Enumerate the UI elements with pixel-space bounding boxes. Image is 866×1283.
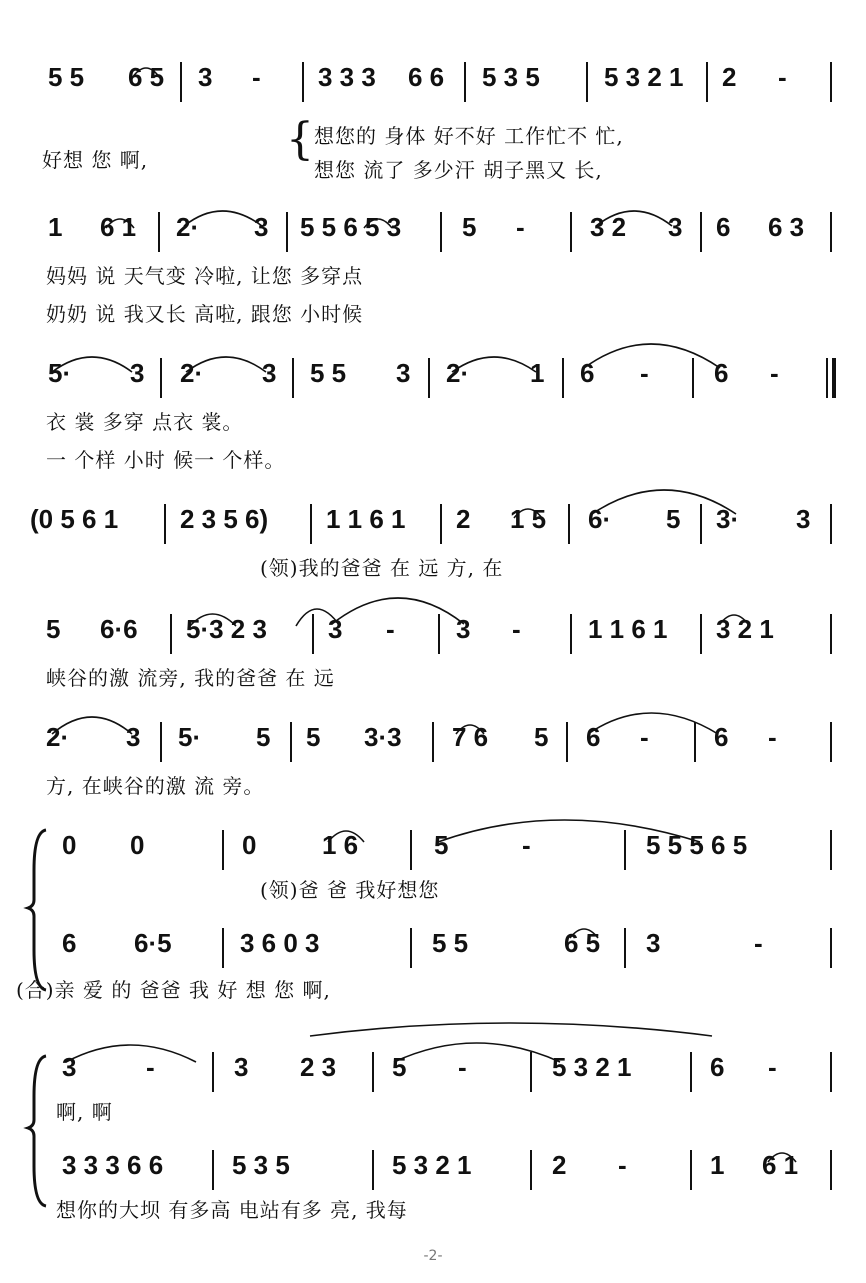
barline [700,504,702,544]
notes: 3 [262,358,277,388]
barline [830,830,832,870]
notes: 5 5 [48,62,85,92]
notes: 6 5 [128,62,165,92]
barline [212,1150,214,1190]
notes: 5· [178,722,202,752]
barline [830,1052,832,1092]
barline [312,614,314,654]
notes: 3 3 3 6 6 [62,1150,164,1180]
barline [158,212,160,252]
barline [830,1150,832,1190]
notes: 3 3 3 [318,62,376,92]
notes: 1 5 [510,504,547,534]
notes: 0 [62,830,77,860]
notes: 2· [176,212,200,242]
barline [562,358,564,398]
notes: 5· [48,358,72,388]
barline [692,358,694,398]
lyric-line: (领)爸 爸 我好想您 [260,878,440,902]
notes: 5 5 6 5 3 [300,212,402,242]
notes: 5 5 [310,358,347,388]
notes: - [768,722,777,752]
notes: 2 [552,1150,567,1180]
barline [410,830,412,870]
notes: 6 [580,358,595,388]
lyric-line: 峡谷的激 流旁, 我的爸爸 在 远 [46,666,335,690]
notation-row [0,62,866,102]
notes: 5 3 2 1 [552,1052,632,1082]
lyric-line: 想你的大坝 有多高 电站有多 亮, 我每 [56,1198,408,1222]
notes: 1 1 6 1 [588,614,668,644]
barline [292,358,294,398]
notes: 5 [46,614,61,644]
barline [222,830,224,870]
barline [438,614,440,654]
notes: 0 [130,830,145,860]
barline [694,722,696,762]
notes: 3 [328,614,343,644]
barline [706,62,708,102]
barline [690,1052,692,1092]
barline [464,62,466,102]
notes: 5 [534,722,549,752]
notes: 5 [256,722,271,752]
notation-row [0,358,866,398]
notation-row [0,722,866,762]
barline [160,358,162,398]
notation-row [0,1150,866,1190]
notes: 1 [710,1150,725,1180]
notes: - [640,358,649,388]
barline [624,830,626,870]
repeat-barline [832,358,836,398]
notes: 3 [234,1052,249,1082]
notes: 2 [456,504,471,534]
notes: - [640,722,649,752]
barline [570,212,572,252]
notes: 2 [722,62,737,92]
barline [830,722,832,762]
notes: 0 [242,830,257,860]
notes: - [252,62,261,92]
notes: 3 [668,212,683,242]
notes: - [770,358,779,388]
notes: - [522,830,531,860]
notes: - [516,212,525,242]
barline [830,614,832,654]
notes: 3·3 [364,722,402,752]
barline [624,928,626,968]
notes: - [768,1052,777,1082]
notes: 5 3 5 [482,62,540,92]
page-number: -2- [423,1248,443,1264]
lyric-line: 奶奶 说 我又长 高啦, 跟您 小时候 [46,302,364,326]
notes: 3 [62,1052,77,1082]
barline [428,358,430,398]
notes: 2· [46,722,70,752]
notes: 5 [666,504,681,534]
barline [410,928,412,968]
notes: 6 1 [762,1150,799,1180]
barline [440,504,442,544]
notes: 2· [446,358,470,388]
notes: - [146,1052,155,1082]
notation-row [0,1052,866,1092]
notes: 3 [198,62,213,92]
barline [222,928,224,968]
barline [568,504,570,544]
notes: 3 [254,212,269,242]
notes: 6 [62,928,77,958]
notes: - [512,614,521,644]
lyric-line: (合)亲 爱 的 爸爸 我 好 想 您 啊, [16,978,331,1002]
barline [586,62,588,102]
notes: 6 [716,212,731,242]
barline [180,62,182,102]
lyric-line: 衣 裳 多穿 点衣 裳。 [46,410,244,434]
barline [372,1052,374,1092]
notes: 5 [306,722,321,752]
barline [212,1052,214,1092]
notes: - [754,928,763,958]
lyric-line: 一 个样 小时 候一 个样。 [46,448,286,472]
notation-row [0,614,866,654]
notes: 6 3 [768,212,805,242]
notes: (0 5 6 1 [30,504,119,534]
barline [830,504,832,544]
barline [830,212,832,252]
notes: 5 5 5 6 5 [646,830,748,860]
barline [164,504,166,544]
barline [290,722,292,762]
notes: 6 6 [408,62,445,92]
notes: 7 6 [452,722,489,752]
notes: - [778,62,787,92]
notes: 2· [180,358,204,388]
notes: 6 [714,722,729,752]
lyric-line: (领)我的爸爸 在 远 方, 在 [260,556,504,580]
notes: 6·5 [134,928,172,958]
lyric-line: 啊, 啊 [56,1100,113,1124]
notation-row [0,830,866,870]
barline [826,358,828,398]
notes: 5·3 2 3 [186,614,267,644]
barline [830,62,832,102]
notes: 6 1 [100,212,137,242]
notes: 6 [586,722,601,752]
notation-row [0,212,866,252]
notes: 3 6 0 3 [240,928,320,958]
barline [830,928,832,968]
barline [700,212,702,252]
lyric-line: 好想 您 啊, [42,148,149,172]
notes: 6 [714,358,729,388]
notes: 6· [588,504,612,534]
barline [372,1150,374,1190]
notes: - [386,614,395,644]
notes: 5 [434,830,449,860]
barline [170,614,172,654]
notes: 1 6 [322,830,359,860]
barline [690,1150,692,1190]
notes: 3 2 1 [716,614,774,644]
lyric-line: 想您 流了 多少汗 胡子黑又 长, [314,158,603,182]
notes: 5 3 5 [232,1150,290,1180]
notes: 5 3 2 1 [392,1150,472,1180]
notes: 3 [130,358,145,388]
notation-row [0,504,866,544]
notes: - [618,1150,627,1180]
barline [160,722,162,762]
barline [286,212,288,252]
barline [700,614,702,654]
barline [566,722,568,762]
notes: 5 [462,212,477,242]
notes: 3 [646,928,661,958]
notes: 2 3 5 6) [180,504,269,534]
notation-row [0,928,866,968]
notes: 1 1 6 1 [326,504,406,534]
notes: 5 5 [432,928,469,958]
notes: - [458,1052,467,1082]
barline [440,212,442,252]
barline [310,504,312,544]
barline [432,722,434,762]
notes: 5 [392,1052,407,1082]
notes: 1 [530,358,545,388]
notes: 1 [48,212,63,242]
barline [570,614,572,654]
barline [530,1052,532,1092]
barline [530,1150,532,1190]
notes: 3 2 [590,212,627,242]
lyric-line: 方, 在峡谷的激 流 旁。 [46,774,265,798]
lyric-line: 妈妈 说 天气变 冷啦, 让您 多穿点 [46,264,364,288]
notes: 6 [710,1052,725,1082]
lyric-line: 想您的 身体 好不好 工作忙不 忙, [314,124,624,148]
notes: 3 [396,358,411,388]
notes: 6 5 [564,928,601,958]
notes: 2 3 [300,1052,337,1082]
brace: { [286,114,314,165]
notes: 6·6 [100,614,138,644]
notes: 3 [456,614,471,644]
notes: 3· [716,504,740,534]
barline [302,62,304,102]
notes: 3 [796,504,811,534]
notes: 5 3 2 1 [604,62,684,92]
notes: 3 [126,722,141,752]
